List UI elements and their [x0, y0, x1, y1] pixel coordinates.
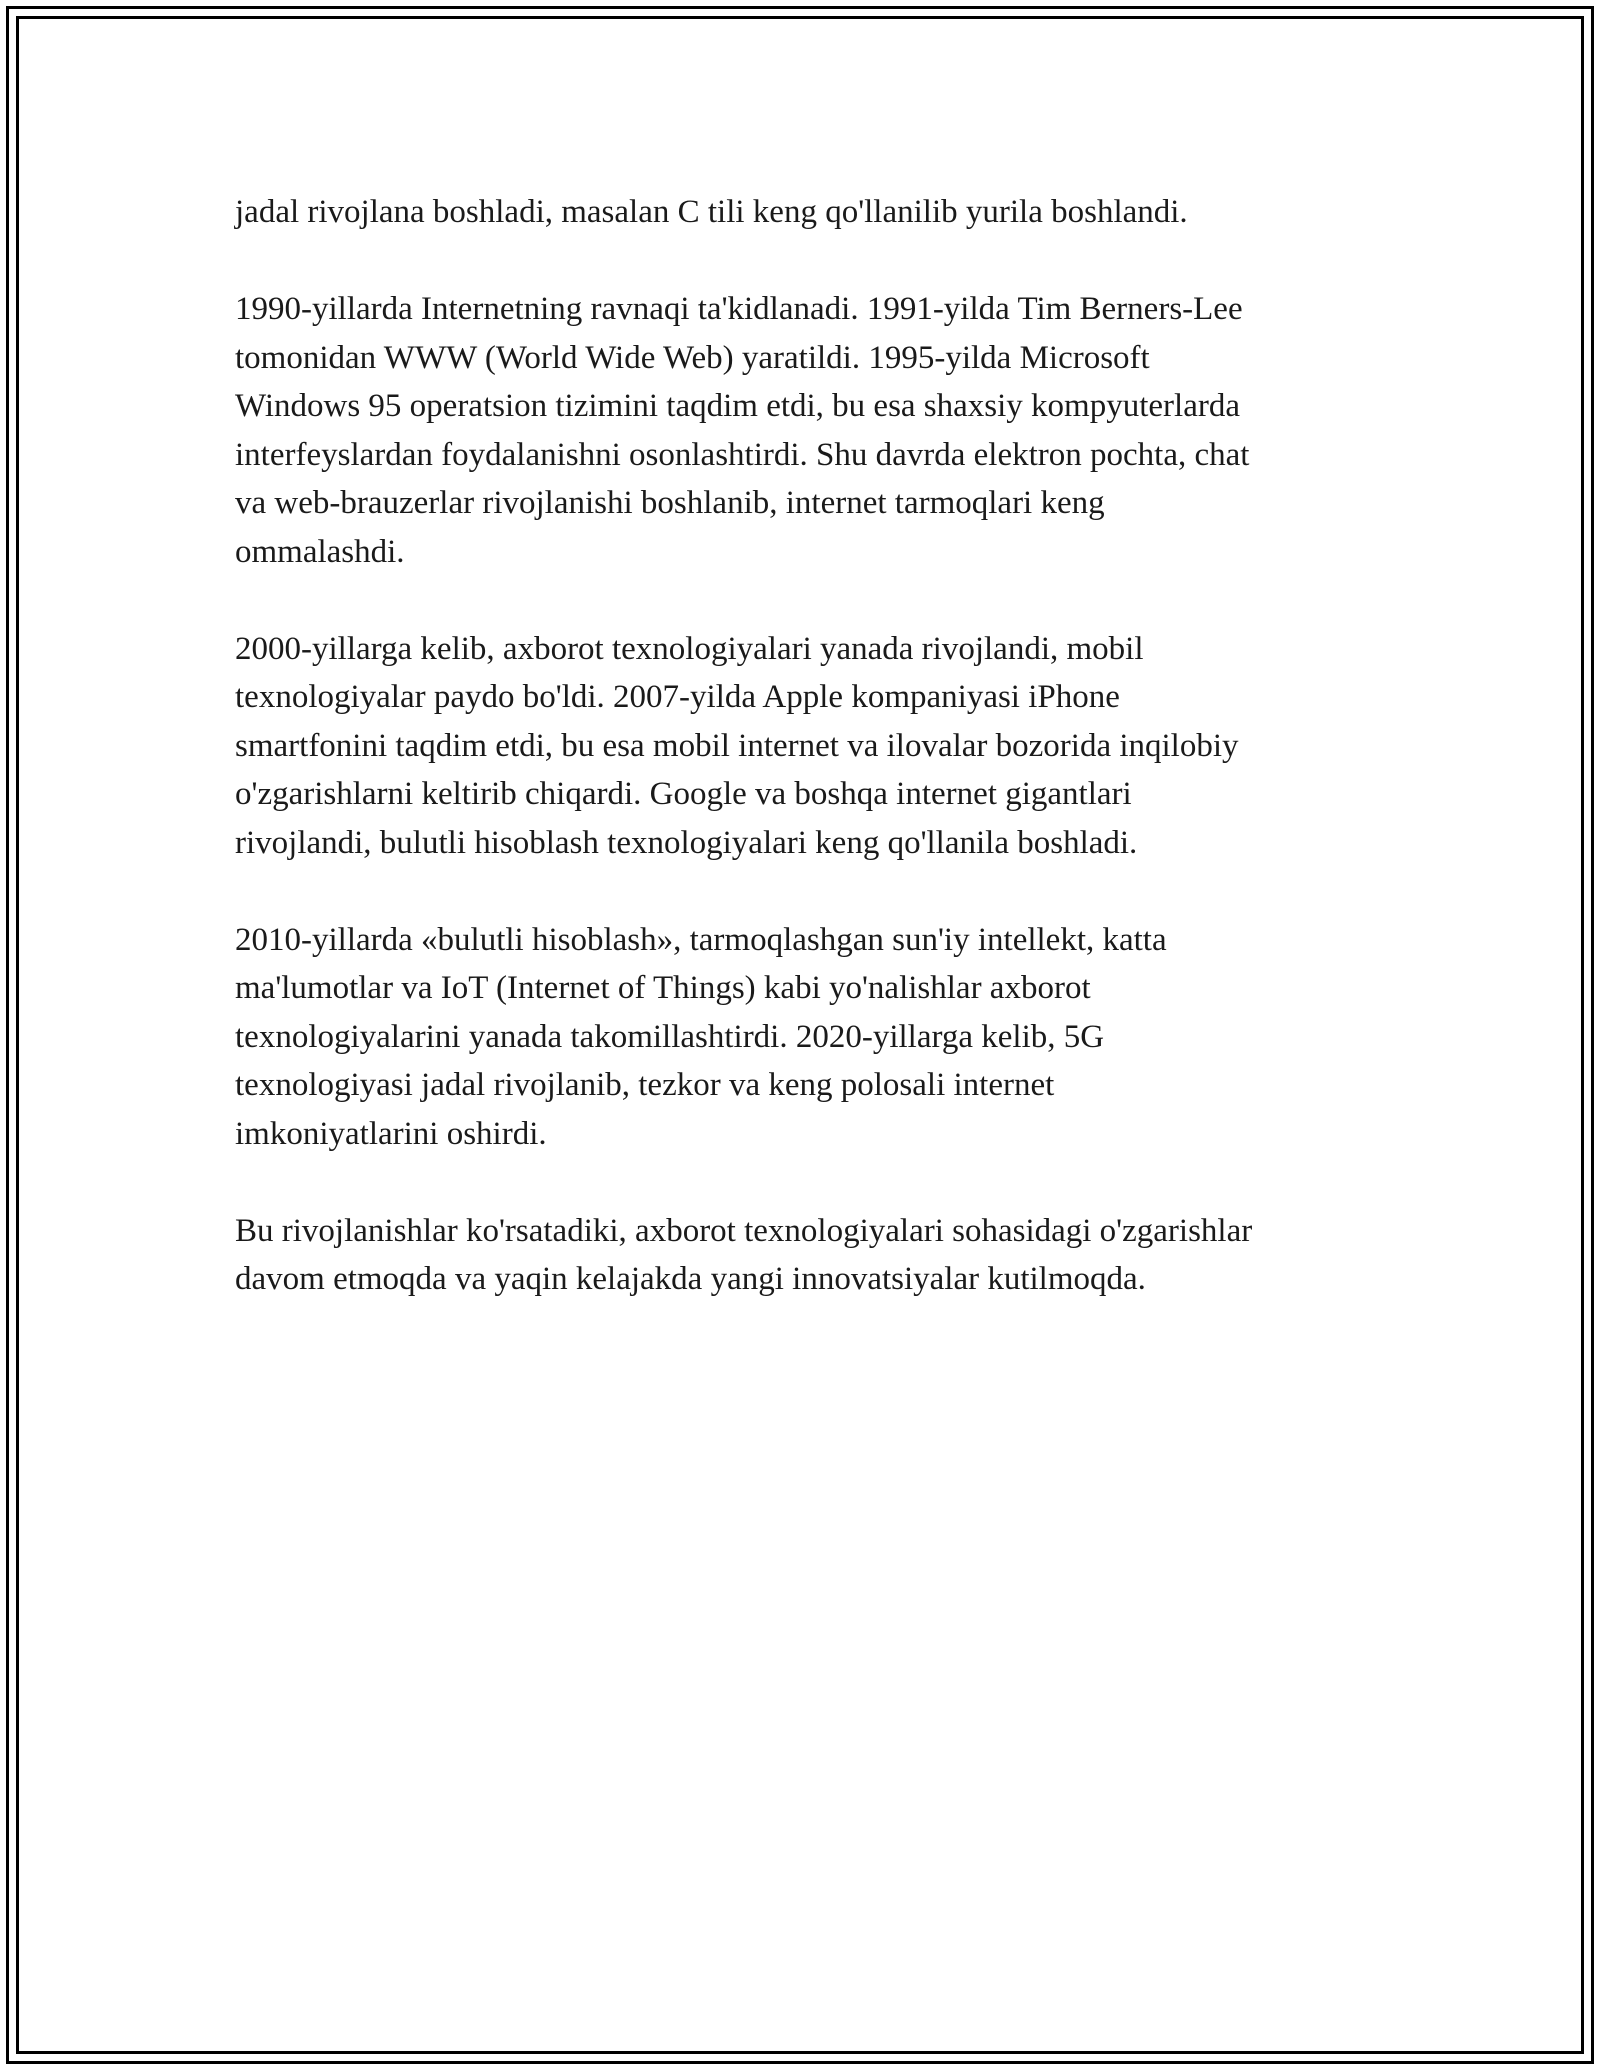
paragraph-1990s: 1990-yillarda Internetning ravnaqi ta'kidlanadi. 1991-yilda Tim Berners-Lee tomonidan WWW (World Wide Web) yaratildi. 1995-yilda Microsoft Windows 95 operatsion tizimini taqdim etdi, bu esa shaxsiy kompyuterlarda interfeyslardan foydalanishni osonlashtirdi. Shu davrda elektron pochta, chat va web-brauzerlar rivojlanishi boshlanib, internet tarmoqlari keng ommalashdi.	[235, 291, 1250, 570]
paragraph-c-language: jadal rivojlana boshladi, masalan C tili keng qo'llanilib yurila boshlandi.	[235, 194, 1188, 230]
paragraph-2010s: 2010-yillarda «bulutli hisoblash», tarmoqlashgan sun'iy intellekt, katta ma'lumotlar va IoT (Internet of Things) kabi yo'nalishlar axborot texnologiyalarini yanada takomillashtirdi. 2020-yillarga kelib, 5G texnologiyasi jadal rivojlanib, tezkor va keng polosali internet imkoniyatlarini oshirdi.	[235, 921, 1167, 1152]
document-body	[235, 188, 1395, 1352]
paragraph-2000s: 2000-yillarga kelib, axborot texnologiyalari yanada rivojlandi, mobil texnologiyalar paydo bo'ldi. 2007-yilda Apple kompaniyasi iPhone smartfonini taqdim etdi, bu esa mobil internet va ilovalar bozorida inqilobiy o'zgarishlarni keltirib chiqardi. Google va boshqa internet gigantlari rivojlandi, bulutli hisoblash texnologiyalari keng qo'llanila boshladi.	[235, 630, 1239, 861]
paragraph-conclusion: Bu rivojlanishlar ko'rsatadiki, axborot texnologiyalari sohasidagi o'zgarishlar davom etmoqda va yaqin kelajakda yangi innovatsiyalar kutilmoqda.	[235, 1212, 1253, 1297]
